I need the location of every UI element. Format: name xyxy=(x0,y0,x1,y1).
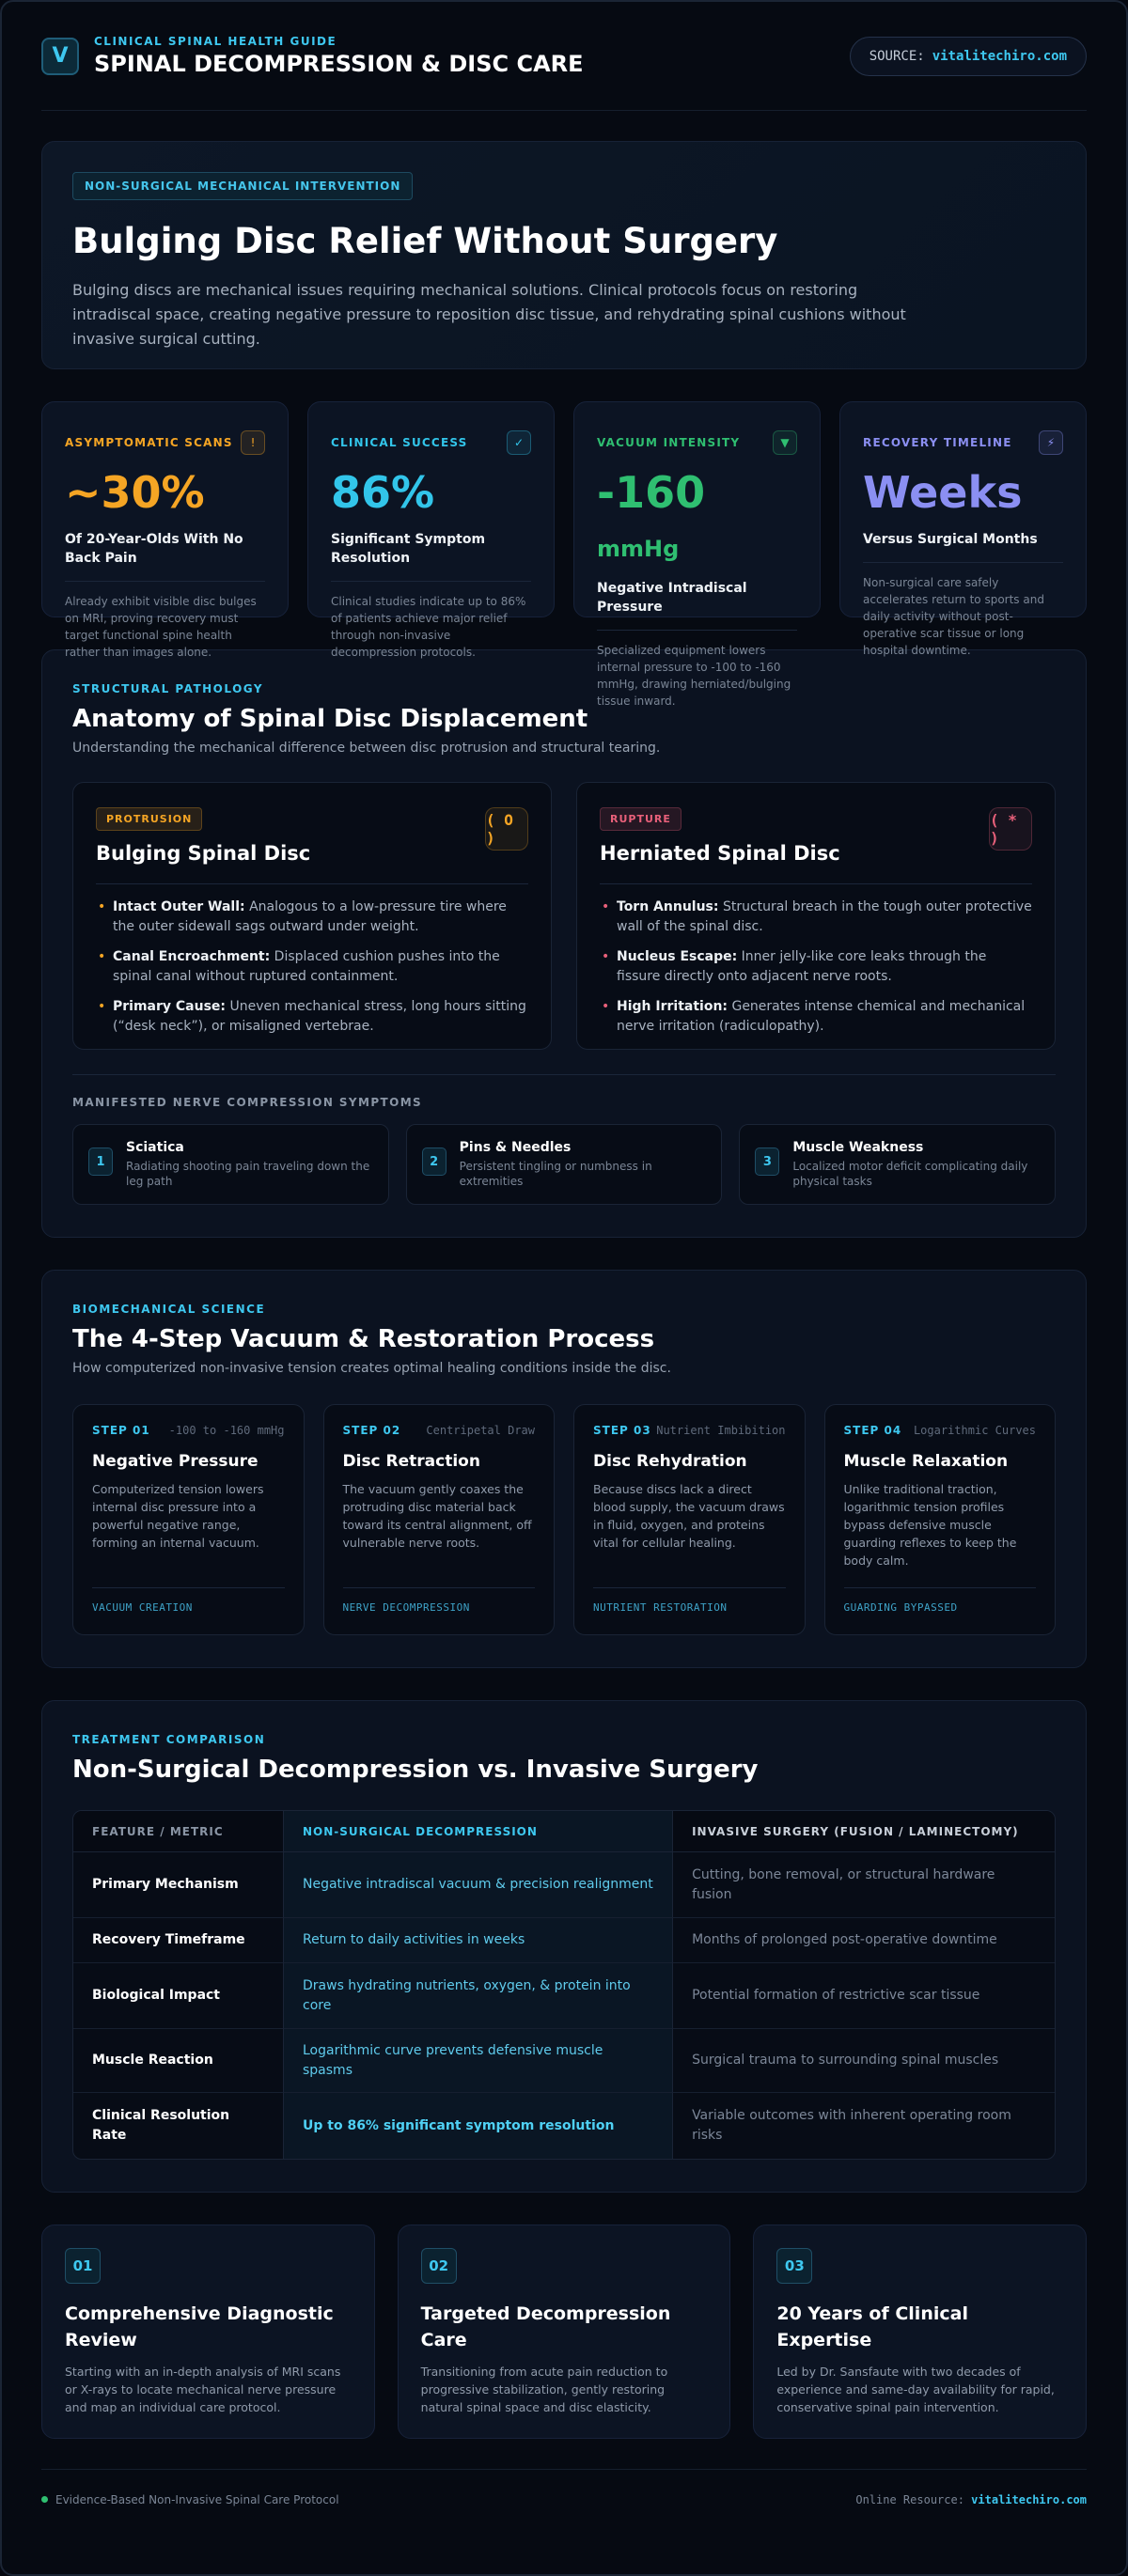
section-subtitle: Understanding the mechanical difference between disc protrusion and structural tearing. xyxy=(72,741,661,756)
list-item: • Canal Encroachment: Displaced cushion pushes into the spinal canal without ruptured containment. xyxy=(96,947,528,987)
stat-label: VACUUM INTENSITY xyxy=(597,436,741,449)
column-header: FEATURE / METRIC xyxy=(73,1811,283,1852)
section-title: Non-Surgical Decompression vs. Invasive Surgery xyxy=(72,1756,759,1784)
step-title: Disc Rehydration xyxy=(593,1452,747,1471)
step-number: STEP 04 xyxy=(843,1424,902,1437)
site-title: SPINAL DECOMPRESSION & DISC CARE xyxy=(94,51,584,77)
process-step xyxy=(323,1404,556,1635)
stat-subtitle: Significant Symptom Resolution xyxy=(331,532,486,566)
step-body: The vacuum gently coaxes the protruding disc material back toward its central alignment, off vulnerable nerve roots. xyxy=(342,1482,532,1550)
stat-label: CLINICAL SUCCESS xyxy=(331,436,468,449)
symptoms-list xyxy=(72,1124,1056,1205)
section-title: Anatomy of Spinal Disc Displacement xyxy=(72,705,588,733)
source-link[interactable] xyxy=(850,37,1087,76)
table-row xyxy=(73,1852,1055,1918)
table-cell: Primary Mechanism xyxy=(73,1852,283,1918)
header-kicker: CLINICAL SPINAL HEALTH GUIDE xyxy=(94,35,337,48)
stat-card xyxy=(573,401,821,708)
page-footer xyxy=(41,2469,1087,2529)
rupture-icon: ( * ) xyxy=(989,807,1032,851)
step-body: Because discs lack a direct blood supply, the vacuum draws in fluid, oxygen, and proteins vital for cellular healing. xyxy=(593,1482,785,1550)
symptom-card xyxy=(72,1124,389,1205)
stat-subtitle: Negative Intradiscal Pressure xyxy=(597,581,747,615)
stat-label: RECOVERY TIMELINE xyxy=(863,436,1012,449)
stat-label: ASYMPTOMATIC SCANS xyxy=(65,436,233,449)
anatomy-section xyxy=(41,649,1087,1238)
feature-cards xyxy=(41,2225,1087,2439)
symptom-title: Sciatica xyxy=(126,1140,184,1155)
brand xyxy=(41,35,584,77)
symptom-number: 1 xyxy=(88,1147,113,1176)
process-step xyxy=(573,1404,806,1635)
table-header-row xyxy=(73,1811,1055,1852)
table-cell: Clinical Resolution Rate xyxy=(92,2108,230,2143)
disc-tag: RUPTURE xyxy=(600,807,682,831)
table-row xyxy=(73,1918,1055,1963)
check-icon: ✓ xyxy=(507,430,531,455)
step-note: Logarithmic Curves xyxy=(913,1424,1036,1437)
step-outcome: NERVE DECOMPRESSION xyxy=(343,1587,536,1614)
step-number: STEP 01 xyxy=(92,1424,150,1437)
alert-icon: ! xyxy=(241,430,265,455)
source-value: vitalitechiro.com xyxy=(932,48,1067,64)
disc-card-bulging xyxy=(72,782,552,1050)
disc-tag: PROTRUSION xyxy=(96,807,202,831)
process-step xyxy=(824,1404,1057,1635)
status-dot-icon xyxy=(41,2496,48,2503)
table-cell: Potential formation of restrictive scar tissue xyxy=(673,1963,1055,2029)
symptom-desc: Persistent tingling or numbness in extremities xyxy=(459,1160,652,1188)
list-item: • Primary Cause: Uneven mechanical stress, long hours sitting (“desk neck”), or misaligned vertebrae. xyxy=(96,997,528,1037)
footer-link[interactable]: Online Resource: vitalitechiro.com xyxy=(855,2492,1087,2506)
table-cell: Months of prolonged post-operative downtime xyxy=(673,1918,1055,1963)
table-row xyxy=(73,2093,1055,2159)
step-body: Computerized tension lowers internal disc pressure into a powerful negative range, forming an internal vacuum. xyxy=(92,1482,264,1550)
stat-description: Clinical studies indicate up to 86% of patients achieve major relief through non-invasive decompression protocols. xyxy=(331,595,526,659)
hero-title: Bulging Disc Relief Without Surgery xyxy=(72,221,778,261)
table-cell: Biological Impact xyxy=(73,1963,283,2029)
table-cell: Muscle Reaction xyxy=(73,2029,283,2093)
source-label: SOURCE: xyxy=(869,48,925,64)
list-item: • High Irritation: Generates intense chemical and mechanical nerve irritation (radiculopathy). xyxy=(600,997,1032,1037)
stat-description: Non-surgical care safely accelerates return to sports and daily activity without post-operative scar tissue or long hospital downtime. xyxy=(863,576,1044,657)
step-outcome: NUTRIENT RESTORATION xyxy=(593,1587,786,1614)
lightning-icon: ⚡ xyxy=(1039,430,1063,455)
feature-title: Targeted Decompression Care xyxy=(420,2303,671,2350)
step-title: Disc Retraction xyxy=(342,1452,480,1471)
stat-description: Specialized equipment lowers internal pressure to -100 to -160 mmHg, drawing herniated/bulging tissue inward. xyxy=(597,644,791,708)
stat-value: -160 mmHg xyxy=(597,467,706,562)
table-row xyxy=(73,1963,1055,2029)
stat-card xyxy=(839,401,1087,657)
step-outcome: VACUUM CREATION xyxy=(92,1587,285,1614)
section-kicker: STRUCTURAL PATHOLOGY xyxy=(72,682,264,695)
feature-title: Comprehensive Diagnostic Review xyxy=(65,2303,334,2350)
disc-card-herniated xyxy=(576,782,1056,1050)
feature-number: 02 xyxy=(421,2248,457,2284)
process-step xyxy=(72,1404,305,1635)
section-subtitle: How computerized non-invasive tension creates optimal healing conditions inside the disc. xyxy=(72,1361,671,1376)
feature-card xyxy=(398,2225,731,2439)
step-number: STEP 02 xyxy=(342,1424,401,1437)
table-cell: Draws hydrating nutrients, oxygen, & protein into core xyxy=(283,1963,673,2029)
feature-title: 20 Years of Clinical Expertise xyxy=(776,2303,968,2350)
symptom-title: Pins & Needles xyxy=(459,1140,572,1155)
stat-value: 86% xyxy=(331,467,435,518)
section-title: The 4-Step Vacuum & Restoration Process xyxy=(72,1325,655,1353)
table-cell: Surgical trauma to surrounding spinal muscles xyxy=(673,2029,1055,2093)
feature-number: 03 xyxy=(776,2248,812,2284)
list-item: • Intact Outer Wall: Analogous to a low-pressure tire where the outer sidewall sags outward under weight. xyxy=(96,898,528,937)
step-note: Nutrient Imbibition xyxy=(656,1424,786,1437)
feature-number: 01 xyxy=(65,2248,101,2284)
hero-section xyxy=(41,141,1087,369)
table-cell: Negative intradiscal vacuum & precision realignment xyxy=(283,1852,673,1918)
bulge-icon: ( O ) xyxy=(485,807,528,851)
stat-description: Already exhibit visible disc bulges on MRI, proving recovery must target functional spine health rather than images alone. xyxy=(65,595,257,659)
table-cell: Recovery Timeframe xyxy=(73,1918,283,1963)
table-cell: Variable outcomes with inherent operating room risks xyxy=(692,2108,1011,2143)
stat-value: Weeks xyxy=(863,467,1023,518)
process-steps xyxy=(72,1404,1056,1635)
symptom-title: Muscle Weakness xyxy=(792,1140,924,1155)
disc-title: Bulging Spinal Disc xyxy=(96,842,311,865)
down-arrow-icon: ▼ xyxy=(773,430,797,455)
feature-card xyxy=(41,2225,375,2439)
column-header: NON-SURGICAL DECOMPRESSION xyxy=(283,1811,673,1852)
comparison-table xyxy=(72,1810,1056,2160)
feature-card xyxy=(753,2225,1087,2439)
table-row xyxy=(73,2029,1055,2093)
section-kicker: TREATMENT COMPARISON xyxy=(72,1733,266,1746)
feature-body: Transitioning from acute pain reduction to progressive stabilization, gently restoring natural spinal space and disc elasticity. xyxy=(420,2365,668,2414)
process-section xyxy=(41,1270,1087,1668)
disc-comparison xyxy=(72,782,1056,1050)
disc-title: Herniated Spinal Disc xyxy=(600,842,840,865)
symptom-number: 3 xyxy=(755,1147,779,1176)
symptom-card xyxy=(406,1124,723,1205)
step-number: STEP 03 xyxy=(593,1424,651,1437)
table-cell: Cutting, bone removal, or structural hardware fusion xyxy=(673,1852,1055,1918)
symptom-number: 2 xyxy=(422,1147,446,1176)
hero-body: Bulging discs are mechanical issues requiring mechanical solutions. Clinical protocols focus on restoring intradiscal space, creating negative pressure to reposition disc tissue, and rehydrating spinal cushions without invasive surgical cutting. xyxy=(72,281,906,348)
table-cell: Logarithmic curve prevents defensive muscle spasms xyxy=(283,2029,673,2093)
stat-subtitle: Of 20-Year-Olds With No Back Pain xyxy=(65,532,243,566)
column-header: INVASIVE SURGERY (FUSION / LAMINECTOMY) xyxy=(673,1811,1055,1852)
footer-left: Evidence-Based Non-Invasive Spinal Care Protocol xyxy=(41,2493,339,2506)
step-body: Unlike traditional traction, logarithmic tension profiles bypass defensive muscle guarding reflexes to keep the body calm. xyxy=(843,1482,1017,1568)
brand-logo: V xyxy=(41,38,79,75)
symptoms-heading: MANIFESTED NERVE COMPRESSION SYMPTOMS xyxy=(72,1074,1056,1109)
step-title: Negative Pressure xyxy=(92,1452,258,1471)
disc-feature-list xyxy=(96,898,528,1037)
hero-tag: NON-SURGICAL MECHANICAL INTERVENTION xyxy=(72,172,413,200)
comparison-section xyxy=(41,1700,1087,2193)
symptom-desc: Radiating shooting pain traveling down the leg path xyxy=(126,1160,370,1188)
stat-card xyxy=(41,401,289,659)
table-cell: Return to daily activities in weeks xyxy=(283,1918,673,1963)
step-title: Muscle Relaxation xyxy=(843,1452,1009,1471)
page-header xyxy=(41,2,1087,111)
stat-subtitle: Versus Surgical Months xyxy=(863,532,1038,547)
step-note: -100 to -160 mmHg xyxy=(168,1424,285,1437)
table-cell: Up to 86% significant symptom resolution xyxy=(283,2093,673,2159)
section-kicker: BIOMECHANICAL SCIENCE xyxy=(72,1303,266,1316)
step-outcome: GUARDING BYPASSED xyxy=(844,1587,1037,1614)
stat-value: ~30% xyxy=(65,467,205,518)
step-note: Centripetal Draw xyxy=(426,1424,535,1437)
feature-body: Starting with an in-depth analysis of MRI scans or X-rays to locate mechanical nerve pressure and map an individual care protocol. xyxy=(65,2365,341,2414)
disc-feature-list xyxy=(600,898,1032,1037)
stat-card xyxy=(307,401,555,659)
list-item: • Torn Annulus: Structural breach in the tough outer protective wall of the spinal disc. xyxy=(600,898,1032,937)
symptom-card xyxy=(739,1124,1056,1205)
symptom-desc: Localized motor deficit complicating daily physical tasks xyxy=(792,1160,1028,1188)
feature-body: Led by Dr. Sansfaute with two decades of experience and same-day availability for rapid, conservative spinal pain intervention. xyxy=(776,2365,1055,2414)
list-item: • Nucleus Escape: Inner jelly-like core leaks through the fissure directly onto adjacent nerve roots. xyxy=(600,947,1032,987)
